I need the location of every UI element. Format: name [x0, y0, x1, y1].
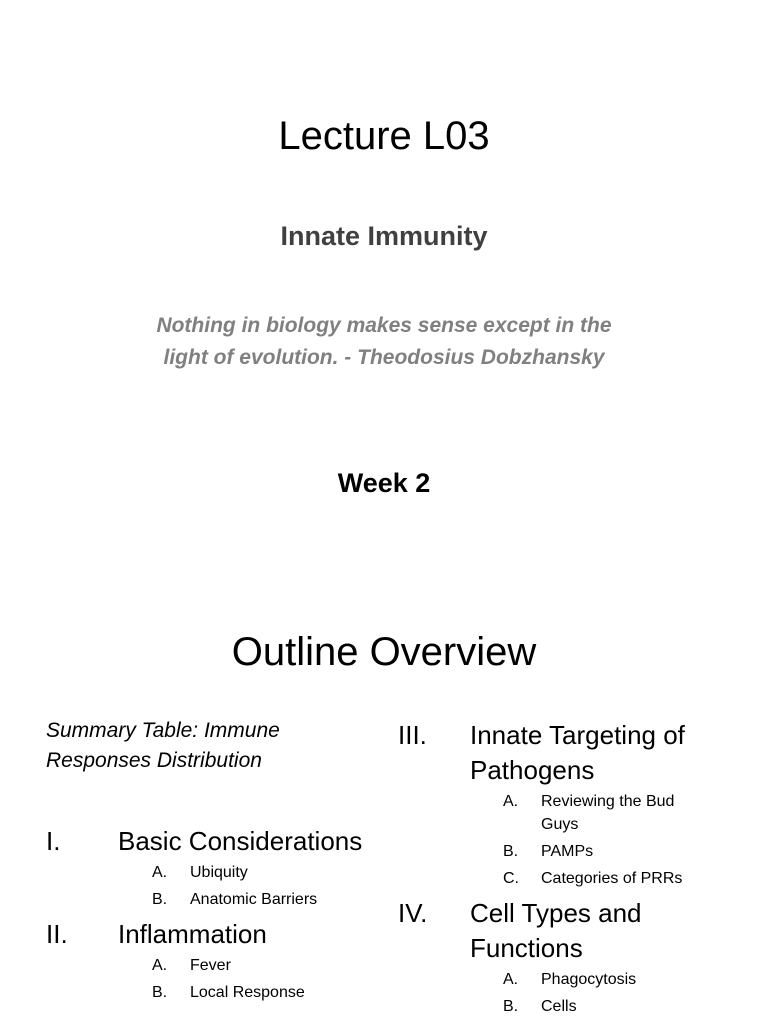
outline-slide	[0, 576, 768, 1024]
quote-line-1: Nothing in biology makes sense except in the	[156, 314, 612, 337]
item-text: Fever	[190, 957, 231, 974]
outline-item	[152, 861, 376, 884]
item-text: Categories of PRRs	[541, 870, 683, 887]
outline-left-column	[46, 716, 376, 1010]
outline-item	[152, 954, 376, 977]
item-text: Local Response	[190, 984, 305, 1001]
item-letter: C.	[503, 870, 519, 887]
outline-title: Outline Overview	[231, 630, 537, 674]
outline-item	[503, 995, 738, 1018]
item-text: Reviewing the Bud Guys	[541, 793, 675, 833]
outline-right-column	[398, 718, 738, 1024]
item-letter: B.	[152, 984, 168, 1001]
summary-line-1: Summary Table: Immune	[46, 719, 280, 742]
outline-item	[503, 867, 738, 890]
item-letter: B.	[503, 998, 519, 1015]
section-title: Cell Types and Functions	[470, 898, 642, 963]
item-text: Phagocytosis	[541, 971, 637, 988]
item-text: Ubiquity	[190, 864, 248, 881]
item-letter: A.	[152, 864, 168, 881]
section-title: Basic Considerations	[118, 826, 363, 856]
section-title: Innate Targeting of Pathogens	[470, 720, 685, 785]
outline-item	[503, 790, 738, 836]
outline-item	[503, 968, 738, 991]
summary-line-2: Responses Distribution	[46, 749, 262, 772]
lecture-title: Lecture L03	[278, 114, 490, 158]
outline-section	[398, 718, 738, 890]
item-letter: B.	[503, 843, 519, 860]
section-number: I.	[46, 826, 61, 856]
item-text: PAMPs	[541, 843, 594, 860]
item-letter: B.	[152, 891, 168, 908]
outline-item	[152, 981, 376, 1004]
item-text: Anatomic Barriers	[190, 891, 318, 908]
outline-section	[398, 896, 738, 1018]
outline-item	[152, 888, 376, 911]
lecture-subtitle: Innate Immunity	[280, 221, 488, 251]
summary-table-note	[46, 716, 376, 776]
outline-section	[46, 824, 376, 911]
item-text: Cells	[541, 998, 577, 1015]
outline-section	[46, 917, 376, 1004]
section-number: III.	[398, 720, 427, 750]
outline-item	[503, 840, 738, 863]
section-title: Inflammation	[118, 919, 267, 949]
quote-line-2: light of evolution. - Theodosius Dobzhansky	[163, 346, 605, 369]
section-number: II.	[46, 919, 68, 949]
epigraph-quote	[0, 310, 768, 374]
section-number: IV.	[398, 898, 428, 928]
item-letter: A.	[503, 793, 519, 810]
week-label: Week 2	[337, 468, 431, 498]
item-letter: A.	[503, 971, 519, 988]
item-letter: A.	[152, 957, 168, 974]
